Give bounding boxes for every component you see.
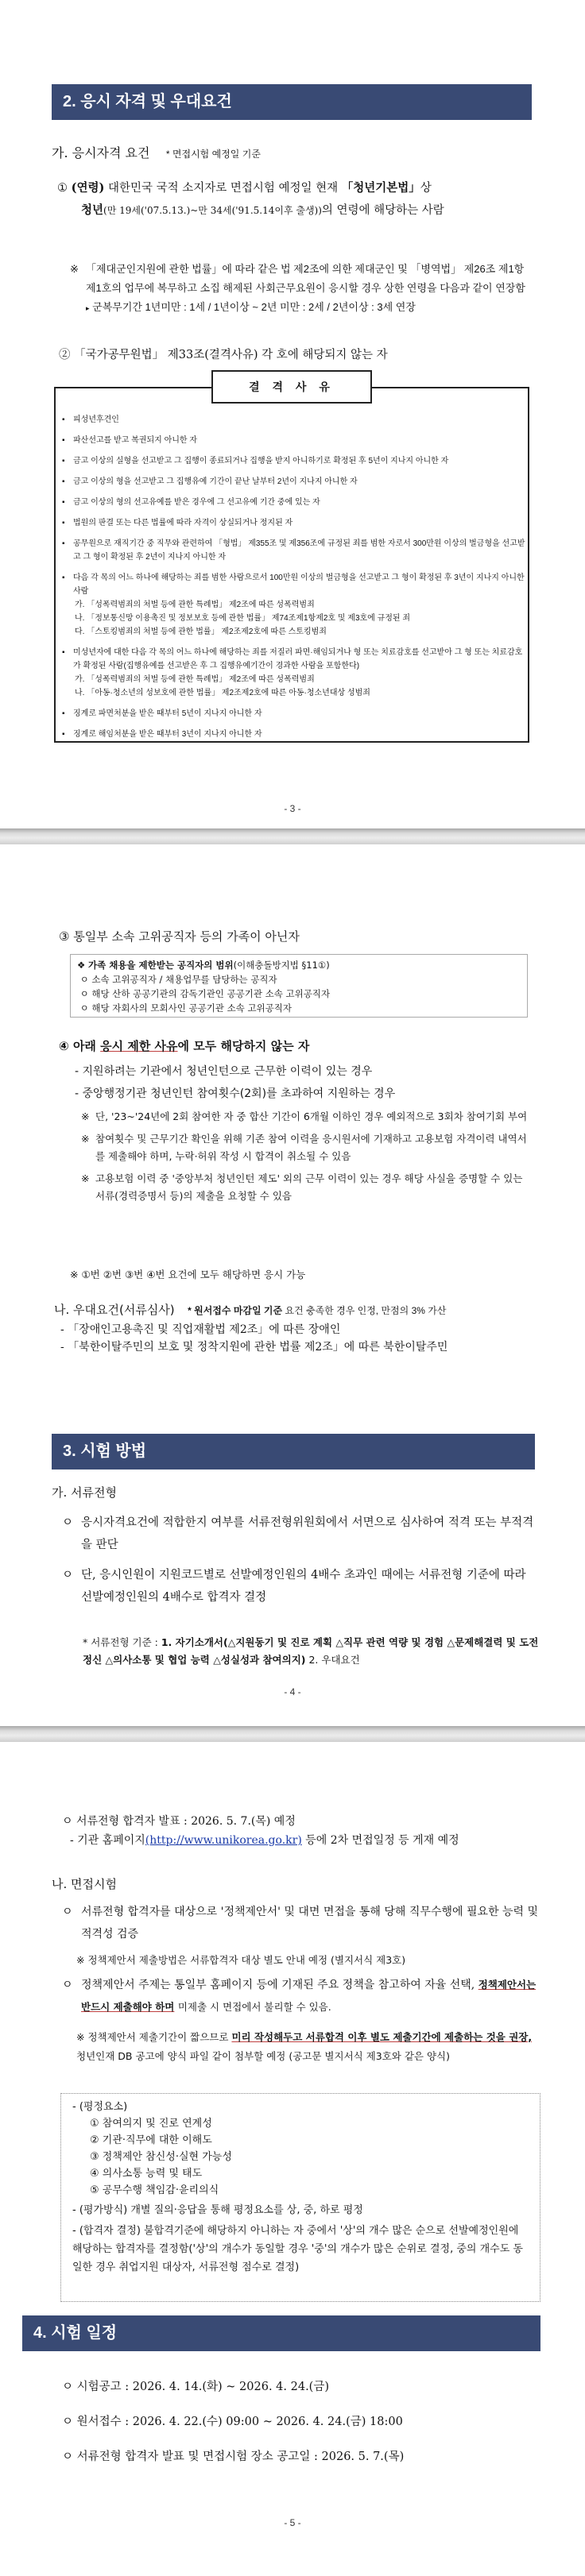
item-4 <box>59 1037 309 1054</box>
subsection-a3: 가. 서류전형 <box>52 1485 117 1500</box>
evaluation-method: - (평가방식) 개별 질의·응답을 통해 평정요소를 상, 중, 하로 평정 <box>72 2204 363 2216</box>
list-item: - 「장애인고용촉진 및 직업재활법 제2조」에 따른 장애인 <box>60 1323 341 1336</box>
interview-note-2: ※ 정책제안서 제출기간이 짧으므로 미리 작성해두고 서류합격 이후 별도 제출기간에 제출하는 것을 권장, 청년인재 DB 공고에 양식 파일 같이 첨부할 예정 (공고문 별지서식 제3호와 같은 양식) <box>76 2031 533 2062</box>
triangle-bullet-icon: ▸ <box>86 304 90 312</box>
section-header-4: 4. 시험 일정 <box>22 2315 540 2351</box>
list-item: ▪ 피성년후견인 <box>62 415 119 424</box>
diamond-bullet-icon: ❖ <box>77 960 86 971</box>
list-item: ▪ 파산선고를 받고 복권되지 아니한 자 <box>62 436 198 445</box>
list-item: ▪ 법원의 판결 또는 다른 법률에 따라 자격이 상실되거나 정지된 자 <box>62 519 293 527</box>
homepage-pre: - 기관 홈페이지 <box>70 1834 145 1847</box>
criteria-suffix: 2. 우대요건 <box>308 1654 360 1666</box>
list-item: ▪ 미성년자에 대한 다음 각 목의 어느 하나에 해당하는 죄를 저질러 파면·해임되거나 형 또는 치료감호를 선고받아 그 형 또는 치료감호가 확정된 사람(집행유예를 선고받은 후 그 집행유예기간이 경과한 사람을 포함한다) <box>62 648 523 670</box>
item-text: 대한민국 국적 소지자로 면접시험 예정일 현재 <box>107 182 339 195</box>
item-number: ③ <box>59 929 70 944</box>
list-item: ▪ 징계로 파면처분을 받은 때부터 5년이 지나지 아니한 자 <box>62 709 262 718</box>
schedule-label: ㅇ 시험공고 : <box>62 2381 130 2393</box>
note-mark: ※ <box>70 263 79 275</box>
subsection-b5: 나. 면접시험 <box>52 1877 117 1891</box>
subsection-note: * 면접시험 예정일 기준 <box>165 149 261 160</box>
evaluation-box <box>60 2093 540 2302</box>
elements-list <box>72 2115 529 2199</box>
list-item: ▪ 금고 이상의 형의 선고유예를 받은 경우에 그 선고유예 기간 중에 있는 자 <box>62 498 320 507</box>
elements-title: - (평정요소) <box>72 2101 128 2113</box>
restriction-list <box>75 1060 536 1105</box>
page-4 <box>0 844 585 1697</box>
schedule-item <box>62 2412 555 2447</box>
box-title: 가족 채용을 제한받는 공직자의 범위 <box>87 960 234 971</box>
recommend-emphasis: 미리 작성해두고 서류합격 이후 별도 제출기간에 제출하는 것을 권장, <box>231 2031 533 2043</box>
schedule-value: 2026. 4. 22.(수) 09:00 ~ 2026. 4. 24.(금) 18:00 <box>132 2416 403 2428</box>
item-3 <box>59 928 300 944</box>
note-item: ※ 고용보험 이력 중 '중앙부처 청년인턴 제도' 외의 근무 이력이 있는 경우 해당 사실을 증명할 수 있는 서류(경력증명서 등)의 제출을 요청할 수 있음 <box>81 1172 523 1202</box>
preference-list <box>60 1321 447 1356</box>
page-number: - 4 - <box>284 1686 301 1697</box>
list-sub-items: 가. 「성폭력범죄의 처벌 등에 관한 특례법」 제2조에 따른 성폭력범죄 나. 「정보통신망 이용촉진 및 정보보호 등에 관한 법률」 제74조제1항제2호 및 제3호에 규정된 죄 다. 「스토킹범죄의 처벌 등에 관한 법률」 제2조제2호에 따른 스토킹범죄 <box>75 601 411 636</box>
item-number: ② <box>59 349 71 361</box>
item-text-post: 에 모두 해당하지 않는 자 <box>177 1039 310 1053</box>
item-2 <box>59 344 388 366</box>
announcement <box>62 1812 539 1850</box>
criteria-prefix: * 서류전형 기준 : <box>83 1636 158 1648</box>
note-item: ※ 단, '23~'24년에 2회 참여한 자 중 합산 기간이 6개월 이하인 경우 예외적으로 3회차 참여기회 부여 <box>81 1110 528 1122</box>
list-item: ① 참여의지 및 진로 연계성 <box>90 2118 212 2130</box>
restriction-notes <box>81 1108 534 1205</box>
pass-decision: - (합격자 결정) 불합격기준에 해당하지 아니하는 자 중에서 '상'의 개수 많은 순으로 선발예정인원에 해당하는 합격자를 결정함('상'의 개수가 동일할 경우 '중'의 개수가 많은 순위로 결정, 중의 개수도 동일한 경우 취업지원 대상자, 서류전형 점수로 결정) <box>72 2225 523 2273</box>
list-item: - 중앙행정기관 청년인턴 참여횟수(2회)를 초과하여 지원하는 경우 <box>75 1087 396 1100</box>
page-separator <box>0 828 585 844</box>
list-item: ㅇ 해당 자회사의 모회사인 공공기관 소속 고위공직자 <box>77 1002 292 1014</box>
schedule-item <box>62 2377 555 2412</box>
homepage-link[interactable]: (http://www.unikorea.go.kr) <box>145 1834 302 1847</box>
item-1-age <box>57 177 534 222</box>
list-item: ▪ 징계로 해임처분을 받은 때부터 3년이 지나지 아니한 자 <box>62 730 262 739</box>
item-number: ① <box>57 182 68 195</box>
item-number: ④ <box>59 1039 69 1053</box>
item-text: 「국가공무원법」 제33조(결격사유) 각 호에 해당되지 않는 자 <box>74 349 388 361</box>
schedule-item <box>62 2447 555 2482</box>
list-item: ▪ 다음 각 목의 어느 하나에 해당하는 죄를 범한 사람으로서 100만원 이상의 벌금형을 선고받고 그 형이 확정된 후 3년이 지나지 아니한 사람 <box>62 574 525 596</box>
interview-note-1: ※ 정책제안서 제출방법은 서류합격자 대상 별도 안내 예정 (별지서식 제3호) <box>76 1954 406 1966</box>
military-note <box>70 260 533 318</box>
box-title-paren: (이해충돌방지법 §11①) <box>233 960 330 971</box>
criteria-bold: 1. 자기소개서(△지원동기 및 진로 계획 △직무 관련 역량 및 경험 △문제해결력 및 도전정신 △의사소통 및 협업 능력 △성실성과 참여의지) <box>83 1636 539 1666</box>
law-name: 「청년기본법」 <box>341 181 420 195</box>
item-text-pre: 아래 <box>72 1039 96 1053</box>
youth-label: 청년 <box>81 203 104 217</box>
disqualification-title: 결 격 사 유 <box>211 370 372 404</box>
note-text: 「제대군인지원에 관한 법률」에 따라 같은 법 제2조에 의한 제대군인 및 「병역법」 제26조 제1항 제1호의 업무에 복무하고 소집 해제된 사회근무요원이 응시할 경우 상한 연령을 다음과 같이 연장함 <box>86 263 525 294</box>
all-conditions-note: ※ ①번 ②번 ③번 ④번 요건에 모두 해당하면 응시 가능 <box>70 1269 306 1280</box>
subsection-a <box>52 143 261 161</box>
page-5 <box>0 1742 585 2576</box>
list-item: ㅇ 응시자격요건에 적합한지 여부를 서류전형위원회에서 서면으로 심사하여 적격 또는 부적격을 판단 <box>62 1516 534 1551</box>
doc-screening-list <box>62 1512 539 1609</box>
list-sub-items: 가. 「성폭력범죄의 처벌 등에 관한 특례법」 제2조에 따른 성폭력범죄 나. 「아동·청소년의 성보호에 관한 법률」 제2조제2호에 따른 아동·청소년대상 성범죄 <box>75 675 370 697</box>
item-label: (연령) <box>71 181 105 195</box>
list-item: ④ 의사소통 능력 및 태도 <box>90 2168 203 2180</box>
schedule-value: 2026. 4. 14.(화) ~ 2026. 4. 24.(금) <box>132 2381 330 2393</box>
section-header-2: 2. 응시 자격 및 우대요건 <box>52 84 532 120</box>
schedule-list <box>62 2377 555 2482</box>
note-sub-bullet: 군복무기간 1년미만 : 1세 / 1년이상 ~ 2년 미만 : 2세 / 2년이상 : 3세 연장 <box>92 301 416 313</box>
schedule-value: 2026. 5. 7.(목) <box>321 2450 405 2463</box>
family-restriction-box <box>70 954 528 1018</box>
list-item: - 「북한이탈주민의 보호 및 정착지원에 관한 법률 제2조」에 따른 북한이탈주민 <box>60 1341 448 1354</box>
screening-criteria <box>83 1634 539 1669</box>
list-item: ㅇ 해당 산하 공공기관의 감독기관인 공공기관 소속 고위공직자 <box>77 988 331 999</box>
age-range: (만 19세('07.5.13.)~만 34세('91.5.14이후 출생)) <box>103 205 322 216</box>
schedule-label: ㅇ 원서접수 : <box>62 2416 130 2428</box>
item-text-end: 상 <box>420 182 432 195</box>
note-item: ※ 참여횟수 및 근무기간 확인을 위해 기존 참여 이력을 응시원서에 기재하고 고용보험 자격이력 내역서를 제출해야 하며, 누락·허위 작성 시 합격이 취소될 수 있음 <box>81 1133 527 1162</box>
page-number: - 5 - <box>284 2517 301 2528</box>
item-text-underlined: 응시 제한 사유 <box>100 1039 178 1053</box>
list-item: ▪ 금고 이상의 형을 선고받고 그 집행유예 기간이 끝난 날부터 2년이 지나지 아니한 자 <box>62 477 358 486</box>
schedule-label: ㅇ 서류전형 합격자 발표 및 면접시험 장소 공고일 : <box>62 2450 318 2463</box>
section-header-3: 3. 시험 방법 <box>52 1434 535 1470</box>
list-item: - 지원하려는 기관에서 청년인턴으로 근무한 이력이 있는 경우 <box>75 1065 373 1078</box>
list-item: ② 기관·직무에 대한 이해도 <box>90 2134 212 2146</box>
must-submit-emphasis: 정책제안서는 반드시 제출해야 하며 <box>81 1979 537 2013</box>
homepage-line <box>62 1831 539 1850</box>
page-number: - 3 - <box>284 803 301 814</box>
list-item: ⑤ 공무수행 책임감·윤리의식 <box>90 2184 219 2196</box>
homepage-post: 등에 2차 면접일정 등 게재 예정 <box>305 1834 459 1847</box>
subsection-b <box>54 1301 446 1318</box>
list-item: ㅇ 단, 응시인원이 지원코드별로 선발예정인원의 4배수 초과인 때에는 서류전형 기준에 따라 선발예정인원의 4배수로 합격자 결정 <box>62 1569 526 1604</box>
note-bold: * 원서접수 마감일 기준 <box>188 1305 283 1316</box>
page-3 <box>0 0 585 828</box>
disqualification-list <box>62 413 526 741</box>
list-item: ▪ 공무원으로 재직기간 중 직무와 관련하여 「형법」 제355조 및 제356조에 규정된 죄를 범한 자로서 300만원 이상의 벌금형을 선고받고 그 형이 확정된 후 2년이 지나지 아니한 자 <box>62 539 525 562</box>
item-text: 통일부 소속 고위공직자 등의 가족이 아닌자 <box>73 929 300 944</box>
announce-text: ㅇ 서류전형 합격자 발표 : 2026. 5. 7.(목) 예정 <box>62 1815 296 1828</box>
list-item: ③ 정책제안 참신성·실현 가능성 <box>90 2151 232 2163</box>
subsection-title: 나. 우대요건(서류심사) <box>54 1303 175 1317</box>
item-text-end2: 의 연령에 해당하는 사람 <box>321 204 444 217</box>
page-separator <box>0 1726 585 1742</box>
subsection-title: 가. 응시자격 요건 <box>52 145 150 160</box>
list-item: ㅇ 소속 고위공직자 / 채용업무를 담당하는 공직자 <box>77 974 277 985</box>
note-rest: 요건 충족한 경우 인정, 만점의 3% 가산 <box>285 1305 447 1316</box>
list-item: ▪ 금고 이상의 실형을 선고받고 그 집행이 종료되거나 집행을 받지 아니하기로 확정된 후 5년이 지나지 아니한 자 <box>62 457 449 465</box>
interview-item-1: ㅇ 서류전형 합격자를 대상으로 '정책제안서' 및 대면 면접을 통해 당해 직무수행에 필요한 능력 및 적격성 검증 <box>62 1906 539 1941</box>
interview-item-2: ㅇ 정책제안서 주제는 통일부 홈페이지 등에 기재된 주요 정책을 참고하여 자율 선택, 정책제안서는 반드시 제출해야 하며 미제출 시 면접에서 불리할 수 있음. <box>62 1979 537 2013</box>
